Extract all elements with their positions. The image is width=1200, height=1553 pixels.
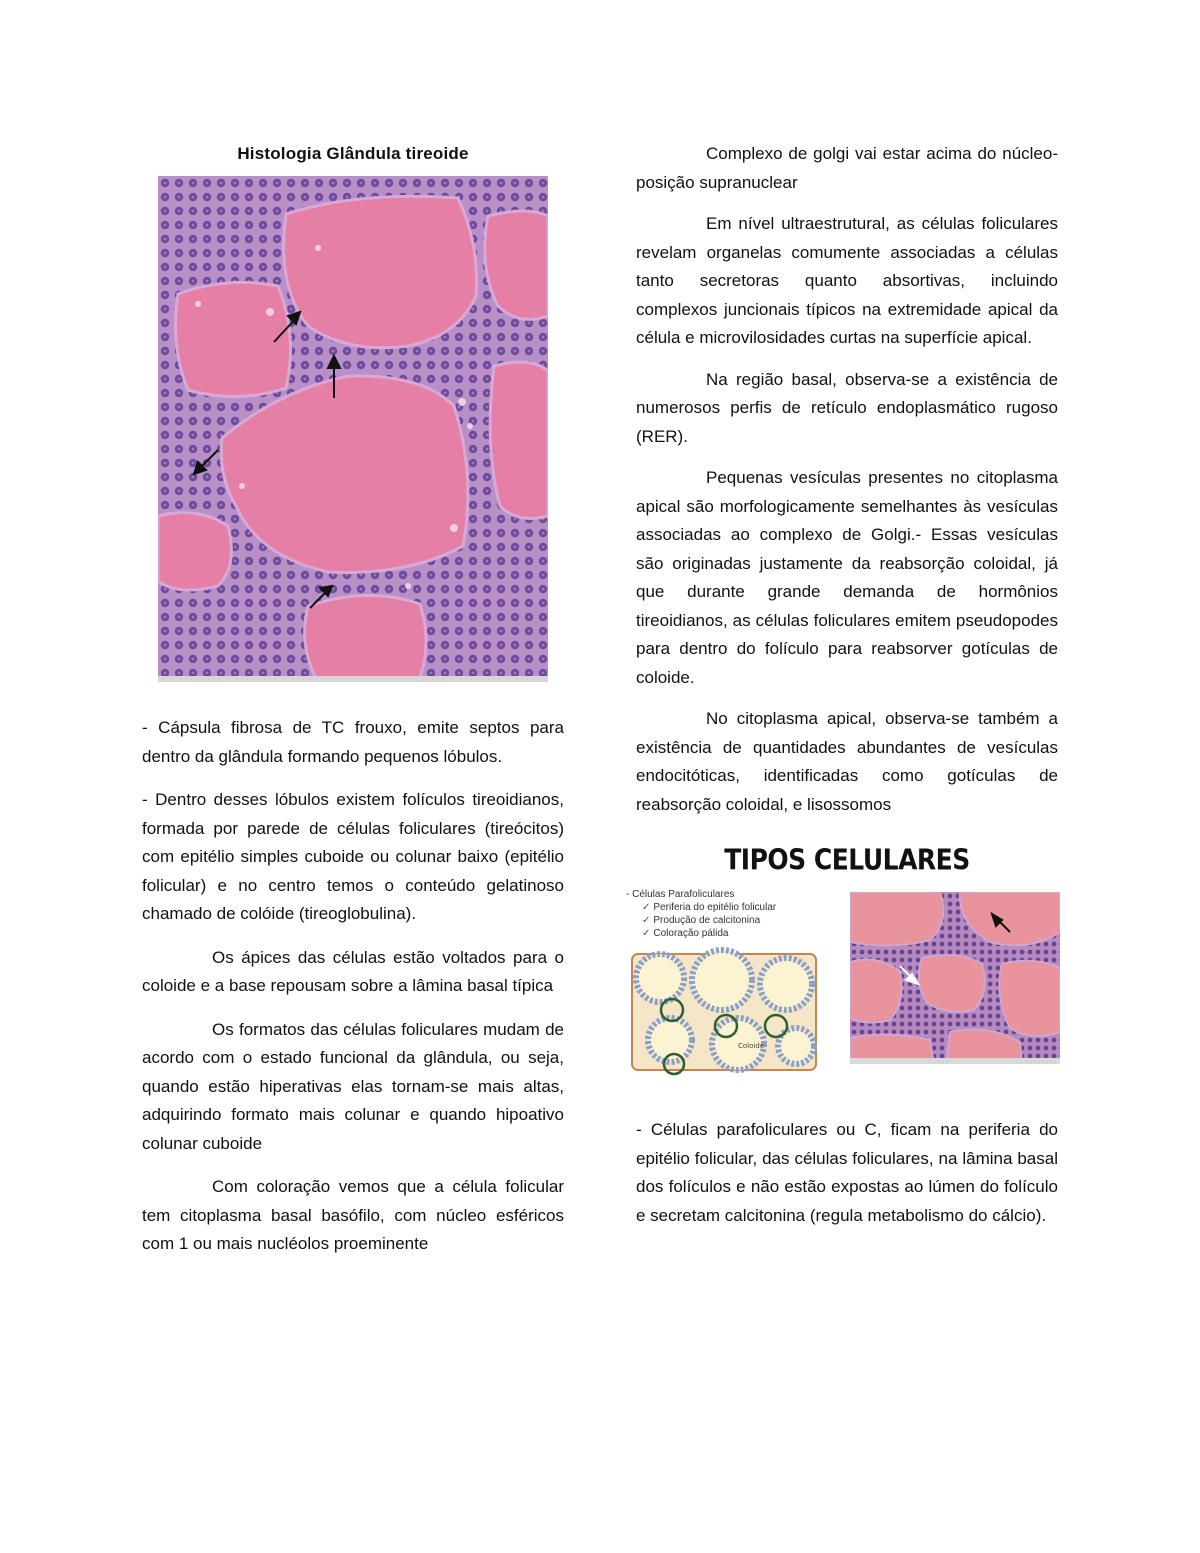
left-paragraph-4: Os formatos das células foliculares mudam de acordo com o estado funcional da glândula, ou seja, quando estão hiperativas elas tornam-se mais altas, adquirindo formato mais colunar e quando hipoativo colunar cuboide xyxy=(142,1019,564,1153)
page-title: Histologia Glândula tireoide xyxy=(237,144,469,163)
left-paragraph-3: Os ápices das células estão voltados para o coloide e a base repousam sobre a lâmina basal típica xyxy=(142,947,564,995)
parafollicular-diagram xyxy=(626,888,822,1078)
parafollicular-item: Coloração pálida xyxy=(653,928,729,939)
parafollicular-item: Periferia do epitélio folicular xyxy=(653,902,777,913)
right-column xyxy=(626,140,1058,1245)
left-paragraph-5: Com coloração vemos que a célula folicular tem citoplasma basal basófilo, com núcleo esféricos com 1 ou mais nucléolos proeminente xyxy=(142,1177,564,1253)
coloide-label: Coloide xyxy=(738,1042,765,1050)
right-paragraph-5: No citoplasma apical, observa-se também a existência de quantidades abundantes de vesículas endocitóticas, identificadas como gotículas de reabsorção coloidal, e lisossomos xyxy=(636,709,1058,814)
thyroid-micrograph xyxy=(158,176,548,682)
left-paragraph-2: - Dentro desses lóbulos existem folículos tireoidianos, formada por parede de células foliculares (tireócitos) com epitélio simples cuboide ou colunar baixo (epitélio folicular) e no centro temos o conteúdo gelatinoso chamado de colóide (tireoglobulina). xyxy=(142,790,564,923)
right-paragraph-1: Complexo de golgi vai estar acima do núcleo- posição supranuclear xyxy=(636,144,1058,192)
check-icon: ✓ xyxy=(642,915,651,926)
right-last-paragraph: - Células parafoliculares ou C, ficam na periferia do epitélio folicular, das células foliculares, na lâmina basal dos folículos e não estão expostas ao lúmen do folículo e secretam calcitonina (regula metabolismo do cálcio). xyxy=(636,1120,1058,1225)
right-paragraph-3: Na região basal, observa-se a existência de numerosos perfis de retículo endoplasmático rugoso (RER). xyxy=(636,369,1058,446)
cell-types-figures xyxy=(626,888,1058,1088)
left-paragraph-1: - Cápsula fibrosa de TC frouxo, emite septos para dentro da glândula formando pequenos lóbulos. xyxy=(142,718,564,766)
parafollicular-item: Produção de calcitonina xyxy=(653,915,761,926)
check-icon: ✓ xyxy=(642,928,651,939)
right-paragraph-4: Pequenas vesículas presentes no citoplasma apical são morfologicamente semelhantes às vesículas associadas ao complexo de Golgi.- Essas vesículas são originadas justamente da reabsorção coloidal, já que durante grande demanda de hormônios tireoidianos, as células foliculares emitem pseudopodes para dentro do folículo para reabsorver gotículas de coloide. xyxy=(636,468,1058,687)
check-icon: ✓ xyxy=(642,902,651,913)
parafollicular-list-heading: - Células Parafoliculares xyxy=(626,889,735,900)
right-paragraph-2: Em nível ultraestrutural, as células foliculares revelam organelas comumente associadas a células tanto secretoras quanto absortivas, incluindo complexos juncionais típicos na extremidade apical da célula e microvilosidades curtas na superfície apical. xyxy=(636,214,1058,347)
left-column xyxy=(142,140,564,1274)
cell-types-heading: TIPOS CELULARES xyxy=(724,842,970,877)
parafollicular-micrograph xyxy=(850,892,1060,1064)
